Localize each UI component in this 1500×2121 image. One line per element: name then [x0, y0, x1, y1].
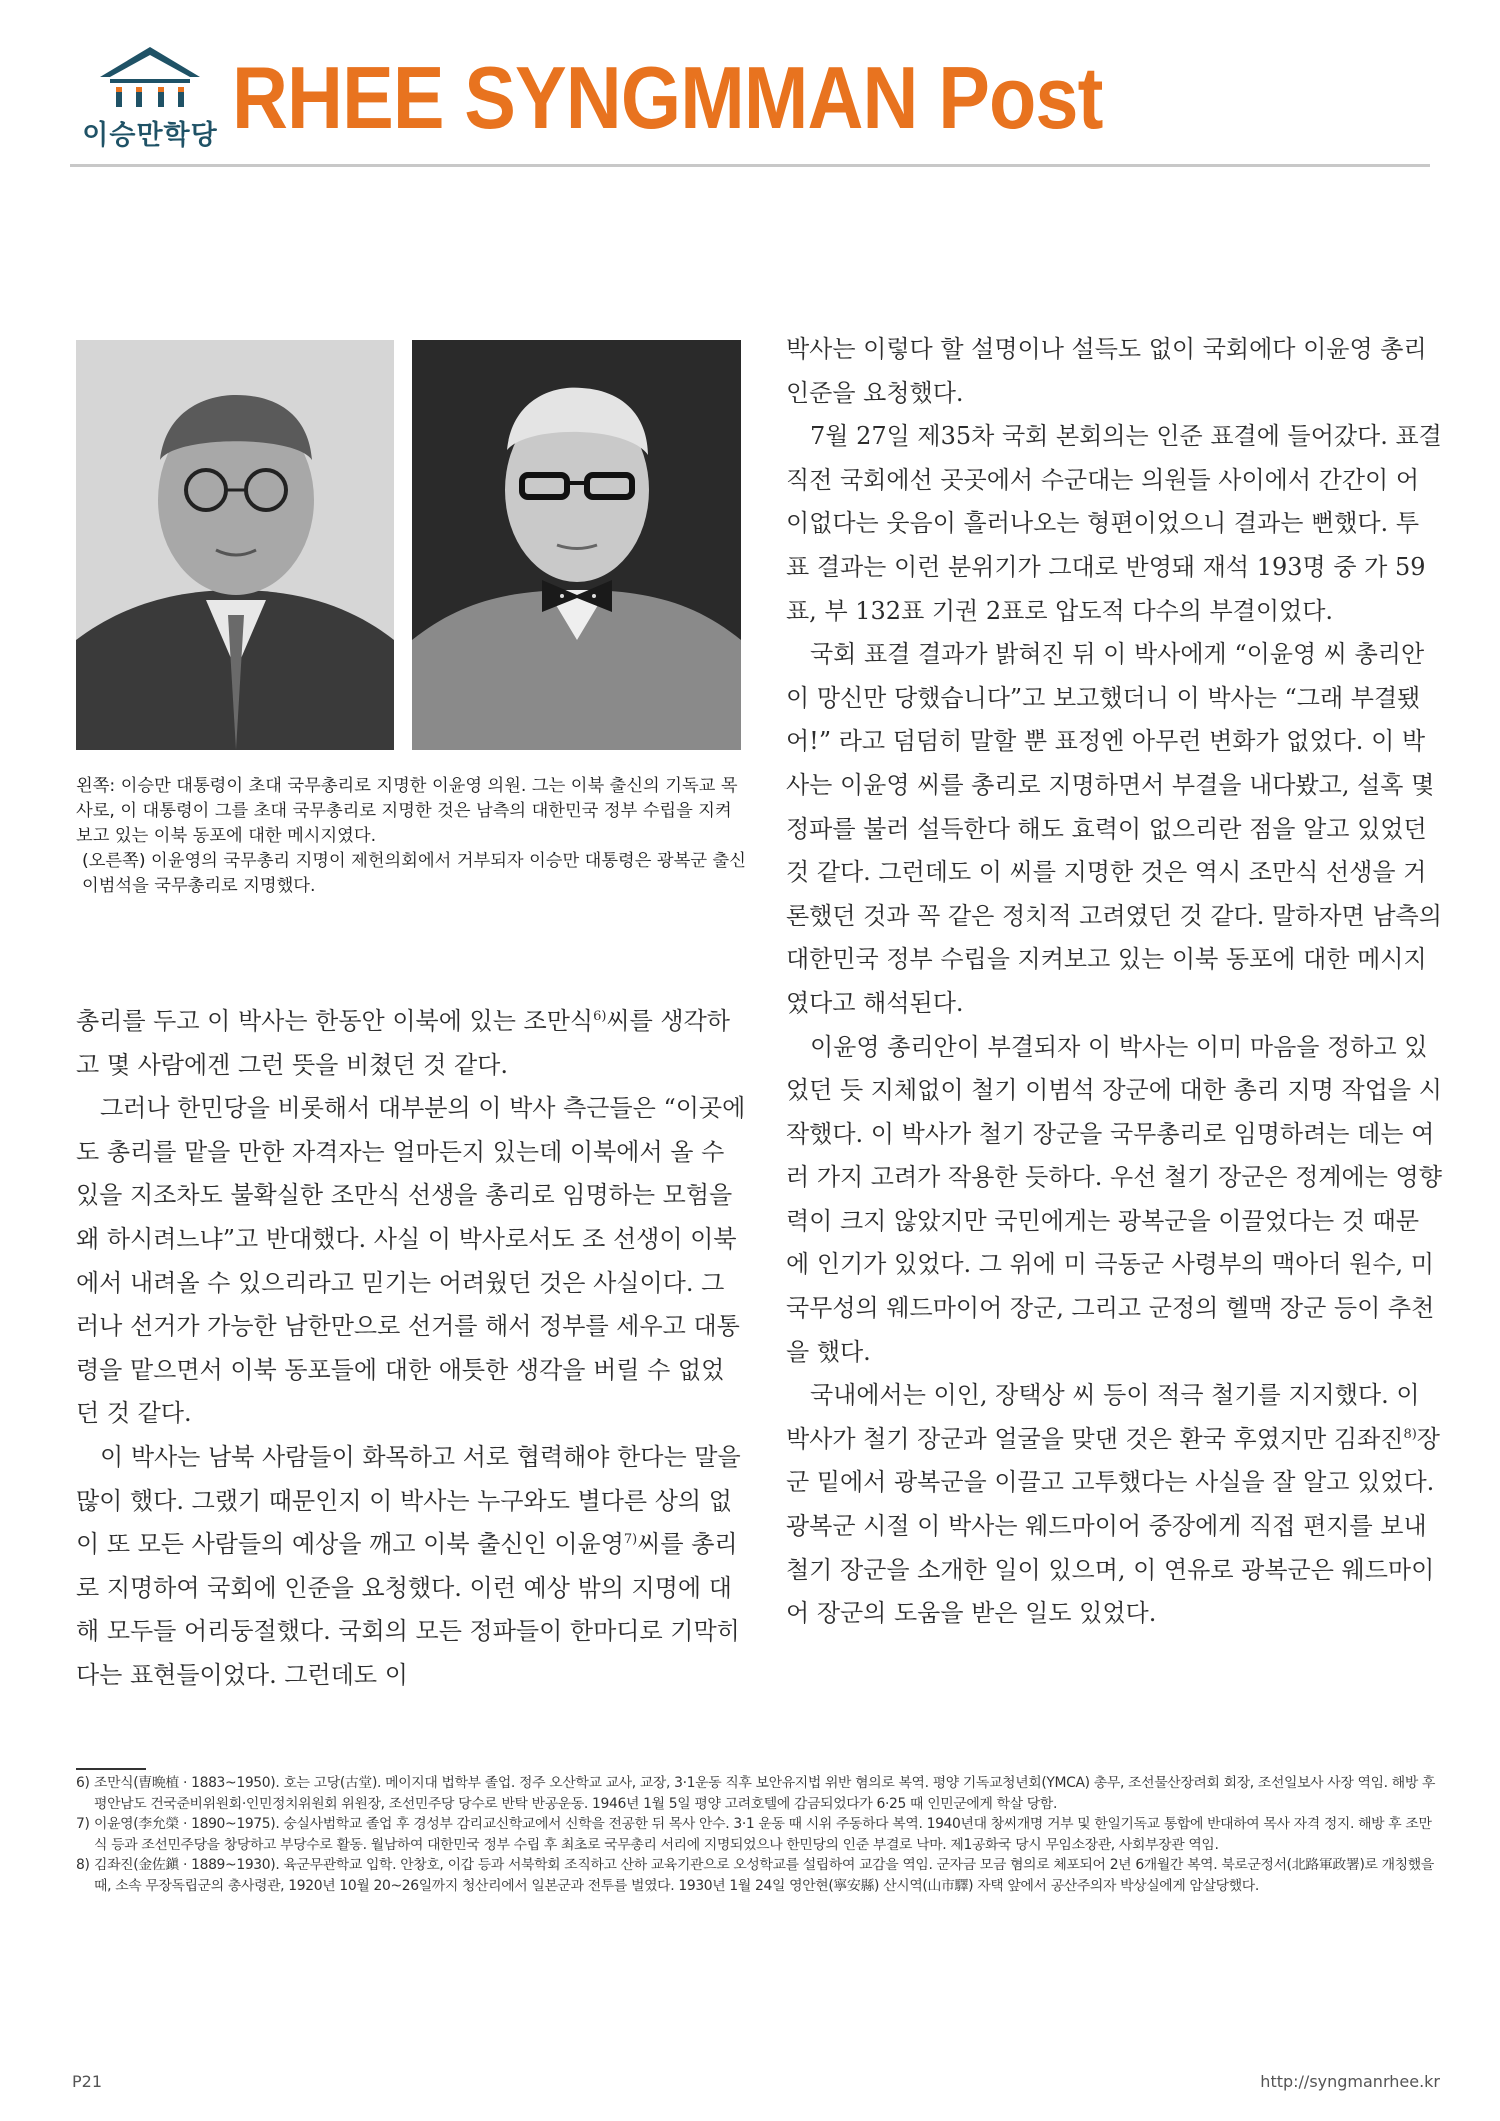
paragraph — [786, 1374, 1442, 1636]
paragraph — [76, 1436, 746, 1698]
header-divider — [70, 164, 1430, 167]
footnote-ref: 7) — [623, 1532, 638, 1548]
paragraph: 국회 표결 결과가 밝혀진 뒤 이 박사에게 “이윤영 씨 총리안이 망신만 당했습니다”고 보고했더니 이 박사는 “그래 부결됐어!” 라고 덤덤히 말할 뿐 표정엔 아무런 변화가 없었다. 이 박사는 이윤영 씨를 총리로 지명하면서 부결을 내다봤고, 설혹 몇 정파를 불러 설득한다 해도 효력이 없으리란 점을 알고 있었던 것 같다. 그런데도 이 씨를 지명한 것은 역시 조만식 선생을 거론했던 것과 꼭 같은 정치적 고려였던 것 같다. 말하자면 남측의 대한민국 정부 수립을 지켜보고 있는 이북 동포에 대한 메시지였다고 해석된다. — [786, 640, 1442, 1017]
page-header — [70, 45, 1430, 165]
footnote-text: 이윤영(李允榮 · 1890~1975). 숭실사범학교 졸업 후 경성부 감리교신학교에서 신학을 전공한 뒤 목사 안수. 3·1 운동 때 시위 주동하다 복역. 1940년대 창씨개명 거부 및 한일기독교 통합에 반대하여 목사 자격 정지. 해방 후 조만식 등과 조선민주당을 창당하고 부당수로 활동. 월남하여 대한민국 정부 수립 후 최초로 국무총리 서리에 지명되었으나 한민당의 인준 부결로 낙마. 제1공화국 당시 무임소장관, 사회부장관 역임. — [94, 1816, 1432, 1853]
footnotes — [76, 1773, 1442, 1897]
footnote-number: 8) — [76, 1857, 90, 1874]
footnote-number: 7) — [76, 1816, 90, 1833]
left-portrait-photo — [76, 340, 394, 750]
footnote-ref: 6) — [593, 1009, 607, 1024]
site-url-link[interactable]: http://syngmanrhee.kr — [1260, 2072, 1440, 2091]
logo-text: 이승만학당 — [82, 120, 218, 151]
right-portrait-photo — [412, 340, 741, 750]
paragraph: 박사는 이렇다 할 설명이나 설득도 없이 국회에다 이윤영 총리 인준을 요청했다. — [786, 335, 1427, 407]
text-span: 씨를 생각하고 몇 사람에겐 그런 뜻을 비쳤던 것 같다. — [76, 1007, 730, 1079]
paragraph: 그러나 한민당을 비롯해서 대부분의 이 박사 측근들은 “이곳에도 총리를 맡을 만한 자격자는 얼마든지 있는데 이북에서 올 수 있을 지조차도 불확실한 조만식 선생을 총리로 임명하는 모험을 왜 하시려느냐”고 반대했다. 사실 이 박사로서도 조 선생이 이북에서 내려올 수 있으리라고 믿기는 어려웠던 것은 사실이다. 그러나 선거가 가능한 남한만으로 선거를 해서 정부를 세우고 대통령을 맡으면서 이북 동포들에 대한 애틋한 생각을 버릴 수 없었던 것 같다. — [76, 1094, 746, 1428]
paragraph: 7월 27일 제35차 국회 본회의는 인준 표결에 들어갔다. 표결 직전 국회에선 곳곳에서 수군대는 의원들 사이에서 간간이 어이없다는 웃음이 흘러나오는 형편이었으니 결과는 뻔했다. 투표 결과는 이런 분위기가 그대로 반영돼 재석 193명 중 가 59표, 부 132표 기권 2표로 압도적 다수의 부결이었다. — [786, 422, 1442, 625]
footnote-divider — [76, 1768, 146, 1770]
article-right-column — [786, 328, 1442, 1636]
footnote-item — [76, 1773, 1442, 1814]
photo-caption — [76, 774, 746, 899]
caption-left: 왼쪽: 이승만 대통령이 초대 국무총리로 지명한 이윤영 의원. 그는 이북 출신의 기독교 목사로, 이 대통령이 그를 초대 국무총리로 지명한 것은 남측의 대한민국 정부 수립을 지켜보고 있는 이북 동포에 대한 메시지였다. — [76, 776, 738, 846]
footnote-item — [76, 1855, 1442, 1896]
photo-figure — [76, 340, 741, 750]
footnote-number: 6) — [76, 1775, 90, 1791]
masthead-title: RHEE SYNGMMAN Post — [232, 48, 1103, 147]
text-span: 국내에서는 이인, 장택상 씨 등이 적극 철기를 지지했다. 이 박사가 철기 장군과 얼굴을 맞댄 것은 환국 후였지만 김좌진 — [786, 1381, 1420, 1453]
page-number: P21 — [72, 2072, 103, 2091]
text-span: 총리를 두고 이 박사는 한동안 이북에 있는 조만식 — [76, 1007, 594, 1035]
footnote-text: 김좌진(金佐鎭 · 1889~1930). 육군무관학교 입학. 안창호, 이갑 등과 서북학회 조직하고 산하 교육기관으로 오성학교를 설립하여 교감을 역임. 군자금 모금 혐의로 체포되어 2년 6개월간 복역. 북로군정서(北路軍政署)로 개칭했을 때, 소속 무장독립군의 총사령관, 1920년 10월 20~26일까지 청산리에서 일본군과 전투를 벌였다. 1930년 1월 24일 영안현(寧安縣) 산시역(山市驛) 자택 앞에서 공산주의자 박상실에게 암살당했다. — [94, 1857, 1434, 1894]
text-span: 장군 밑에서 광복군을 이끌고 고투했다는 사실을 잘 알고 있었다. 광복군 시절 이 박사는 웨드마이어 중장에게 직접 편지를 보내 철기 장군을 소개한 일이 있으며, 이 연유로 광복군은 웨드마이어 장군의 도움을 받은 일도 있었다. — [786, 1424, 1440, 1628]
paragraph: 이윤영 총리안이 부결되자 이 박사는 이미 마음을 정하고 있었던 듯 지체없이 철기 이범석 장군에 대한 총리 지명 작업을 시작했다. 이 박사가 철기 장군을 국무총리로 임명하려는 데는 여러 가지 고려가 작용한 듯하다. 우선 철기 장군은 정계에는 영향력이 크지 않았지만 국민에게는 광복군을 이끌었다는 것 때문에 인기가 있었다. 그 위에 미 극동군 사령부의 맥아더 원수, 미 국무성의 웨드마이어 장군, 그리고 군정의 헬맥 장군 등이 추천을 했다. — [786, 1032, 1442, 1366]
school-logo — [70, 45, 230, 155]
paragraph — [76, 1000, 746, 1087]
text-span: 이 박사는 남북 사람들이 화목하고 서로 협력해야 한다는 말을 많이 했다. 그랬기 때문인지 이 박사는 누구와도 별다른 상의 없이 또 모든 사람들의 예상을 깨고 이북 출신인 이윤영 — [76, 1442, 741, 1559]
text-span: 씨를 총리로 지명하여 국회에 인준을 요청했다. 이런 예상 밖의 지명에 대해 모두들 어리둥절했다. 국회의 모든 정파들이 한마디로 기막히다는 표현들이었다. 그런데도 이 — [76, 1530, 740, 1689]
footnote-item — [76, 1814, 1442, 1855]
caption-right: (오른쪽) 이윤영의 국무총리 지명이 제헌의회에서 거부되자 이승만 대통령은 광복군 출신 이범석을 국무총리로 지명했다. — [82, 851, 746, 896]
footnote-text: 조만식(曺晩植 · 1883~1950). 호는 고당(古堂). 메이지대 법학부 졸업. 정주 오산학교 교사, 교장, 3·1운동 직후 보안유지법 위반 혐의로 복역. 평양 기독교청년회(YMCA) 총무, 조선물산장려회 회장, 조선일보사 사장 역임. 해방 후 평안남도 건국준비위원회·인민정치위원회 위원장, 조선민주당 당수로 반탁 반공운동. 1946년 1월 5일 평양 고려호텔에 감금되었다가 6·25 때 인민군에게 학살 당함. — [94, 1775, 1436, 1812]
article-left-column — [76, 1000, 746, 1698]
right-portrait-image — [412, 340, 741, 750]
academy-building-icon — [70, 45, 230, 115]
footnote-ref: 8) — [1403, 1426, 1417, 1442]
left-portrait-image — [76, 340, 394, 750]
